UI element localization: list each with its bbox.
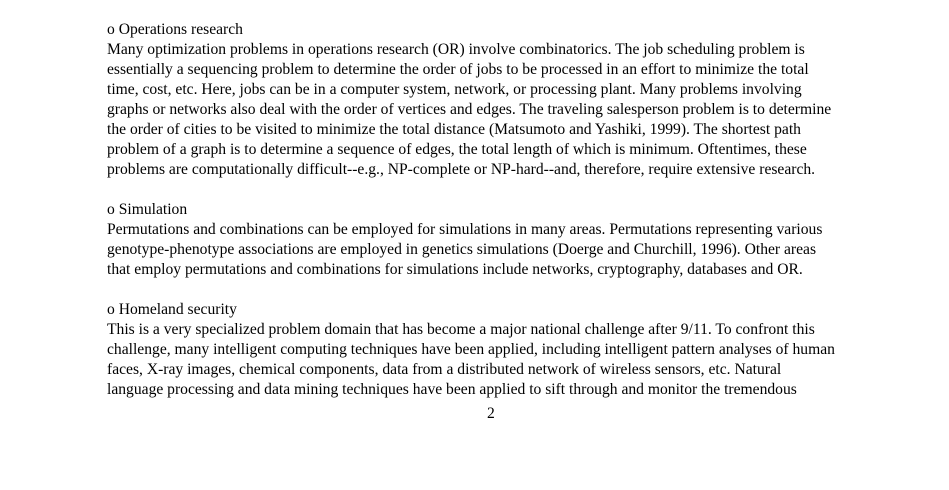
paragraph-line: the order of cities to be visited to minimize the total distance (Matsumoto and Yashiki, 1999). The shortest path [107,121,801,138]
paragraph-line: Many optimization problems in operations research (OR) involve combinatorics. The job scheduling problem is [107,41,805,58]
section-operations-research [107,20,897,180]
section-heading: o Homeland security [107,301,237,318]
paragraph-line: genotype-phenotype associations are employed in genetics simulations (Doerge and Churchill, 1996). Other areas [107,241,817,258]
paragraph-line: language processing and data mining techniques have been applied to sift through and monitor the tremendous [107,381,797,398]
paragraph-line: faces, X-ray images, chemical components, data from a distributed network of wireless sensors, etc. Natural [107,361,782,378]
section-simulation [107,200,897,280]
paragraph-line: problem of a graph is to determine a sequence of edges, the total length of which is minimum. Oftentimes, these [107,141,807,158]
paragraph-line: graphs or networks also deal with the order of vertices and edges. The traveling salesperson problem is to determine [107,101,832,118]
page-number: 2 [487,405,495,422]
paragraph-line: This is a very specialized problem domain that has become a major national challenge after 9/11. To confront this [107,321,815,338]
paragraph-line: time, cost, etc. Here, jobs can be in a computer system, network, or processing plant. Many problems involving [107,81,802,98]
paragraph-line: problems are computationally difficult--e.g., NP-complete or NP-hard--and, therefore, require extensive research. [107,161,816,178]
section-heading: o Simulation [107,201,188,218]
section-heading: o Operations research [107,21,243,38]
paragraph-line: Permutations and combinations can be employed for simulations in many areas. Permutations representing various [107,221,823,238]
paragraph-line: that employ permutations and combinations for simulations include networks, cryptography, databases and OR. [107,261,803,278]
paragraph-line: essentially a sequencing problem to determine the order of jobs to be processed in an effort to minimize the total [107,61,809,78]
paragraph-line: challenge, many intelligent computing techniques have been applied, including intelligent pattern analyses of human [107,341,835,358]
section-homeland-security [107,300,897,400]
document-page [107,20,897,420]
